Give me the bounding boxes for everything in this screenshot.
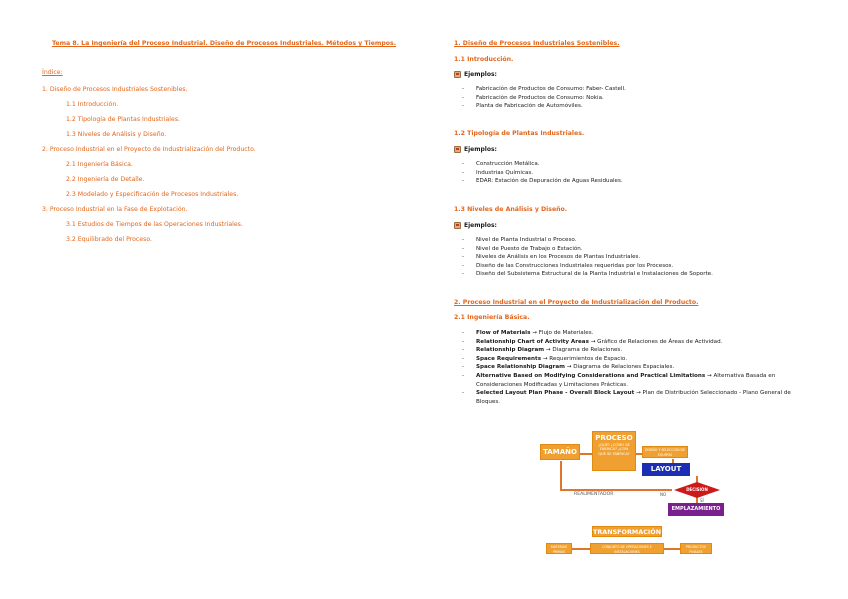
toc-item[interactable]: 2.2 Ingeniería de Detalle. — [66, 176, 145, 183]
realimentador-label: REALIMENTADOR — [574, 492, 614, 497]
examples-list-1-3 — [462, 236, 713, 279]
book-icon — [454, 71, 461, 78]
examples-text: Ejemplos: — [464, 71, 497, 78]
decision-label: DECISIÓN — [686, 487, 708, 492]
toc-item[interactable]: 2.3 Modelado y Especificación de Procesos Industriales. — [66, 191, 239, 198]
basic-engineering-list — [462, 329, 814, 406]
document-title: Tema 8. La Ingeniería del Proceso Industrial. Diseño de Procesos Industriales. Métodos y Tiempos. — [52, 40, 397, 47]
side-note-box: DISEÑO Y SELECCIÓN DE EQUIPOS — [642, 446, 688, 458]
list-item: - Selected Layout Plan Phase - Overall Block Layout → Plan de Distribución Seleccionado - Plano General de Bloques. — [462, 389, 814, 406]
section-1-title: 1. Diseño de Procesos Industriales Sostenibles. — [454, 40, 620, 47]
book-icon — [454, 146, 461, 153]
examples-list-1-2 — [462, 160, 623, 186]
book-icon — [454, 222, 461, 229]
examples-text: Ejemplos: — [464, 222, 497, 229]
examples-text: Ejemplos: — [464, 146, 497, 153]
toc-item[interactable]: 1.2 Tipología de Plantas Industriales. — [66, 116, 181, 123]
toc-item[interactable]: 2. Proceso Industrial en el Proyecto de Industrialización del Producto. — [42, 146, 256, 153]
section-1-2-title: 1.2 Tipología de Plantas Industriales. — [454, 130, 585, 137]
list-item: - Space Relationship Diagram → Diagrama de Relaciones Espaciales. — [462, 363, 814, 372]
productos-box: PRODUCTOS FINALES — [680, 543, 712, 554]
list-item: - EDAR: Estación de Depuración de Aguas Residuales. — [462, 177, 623, 186]
emplazamiento-box: EMPLAZAMIENTO — [668, 503, 724, 516]
proceso-sub: ¿QUÉ? ¿CÓMO SE FABRICA? ¿CON QUÉ SE FABRICA? — [598, 443, 630, 456]
layout-box: LAYOUT — [642, 463, 690, 476]
list-item: - Relationship Chart of Activity Areas → Gráfico de Relaciones de Áreas de Actividad. — [462, 338, 814, 347]
si-label: SÍ — [700, 498, 704, 503]
list-item: - Diseño del Subsistema Estructural de la Planta Industrial e Instalaciones de Soporte. — [462, 270, 713, 279]
materias-box: MATERIAS PRIMAS — [546, 543, 572, 554]
proceso-box — [592, 431, 636, 471]
toc-item[interactable]: 2.1 Ingeniería Básica. — [66, 161, 133, 168]
list-item: - Diseño de las Construcciones Industriales requeridas por los Procesos. — [462, 262, 713, 271]
list-item: - Alternative Based on Modifying Considerations and Practical Limitations → Alternativa Basada en Consideraciones Modificadas y Limitaciones Prácticas. — [462, 372, 814, 389]
list-item: - Construcción Metálica. — [462, 160, 623, 169]
transformacion-box: TRANSFORMACIÓN — [593, 528, 662, 536]
examples-label — [454, 222, 497, 229]
connector — [560, 489, 672, 491]
section-1-1-title: 1.1 Introducción. — [454, 56, 514, 63]
toc-item[interactable]: 1.1 Introducción. — [66, 101, 119, 108]
list-item: - Fabricación de Productos de Consumo: Faber- Castell. — [462, 85, 626, 94]
toc-item[interactable]: 3.2 Equilibrado del Proceso. — [66, 236, 152, 243]
index-label: Índice: — [42, 69, 63, 76]
conjunto-box: CONJUNTO DE OPERACIONES E INSTALACIONES — [590, 543, 664, 554]
toc-item[interactable]: 1.3 Niveles de Análisis y Diseño. — [66, 131, 167, 138]
no-label: NO — [660, 492, 667, 497]
list-item: - Nivel de Puesto de Trabajo o Estación. — [462, 245, 713, 254]
toc-item[interactable]: 3. Proceso Industrial en la Fase de Explotación. — [42, 206, 188, 213]
connector — [560, 461, 562, 489]
examples-label — [454, 146, 497, 153]
list-item: - Flow of Materials → Flujo de Materiales. — [462, 329, 814, 338]
proceso-label: PROCESO — [595, 434, 633, 442]
connector — [664, 548, 680, 550]
examples-list-1-1 — [462, 85, 626, 111]
list-item: - Nivel de Planta Industrial o Proceso. — [462, 236, 713, 245]
list-item: - Planta de Fabricación de Automóviles. — [462, 102, 626, 111]
list-item: - Niveles de Análisis en los Procesos de Plantas Industriales. — [462, 253, 713, 262]
examples-label — [454, 71, 497, 78]
connector — [572, 548, 590, 550]
toc-item[interactable]: 3.1 Estudios de Tiempos de las Operaciones Industriales. — [66, 221, 243, 228]
list-item: - Relationship Diagram → Diagrama de Relaciones. — [462, 346, 814, 355]
list-item: - Industrias Químicas. — [462, 169, 623, 178]
list-item: - Fabricación de Productos de Consumo: Nokia. — [462, 94, 626, 103]
tamano-box: TAMAÑO — [540, 444, 580, 460]
section-2-1-title: 2.1 Ingeniería Básica. — [454, 314, 530, 321]
section-2-title: 2. Proceso Industrial en el Proyecto de Industrialización del Producto. — [454, 299, 699, 306]
right-page — [424, 0, 848, 599]
toc-item[interactable]: 1. Diseño de Procesos Industriales Sostenibles. — [42, 86, 188, 93]
list-item: - Space Requirements → Requerimientos de Espacio. — [462, 355, 814, 364]
section-1-3-title: 1.3 Niveles de Análisis y Diseño. — [454, 206, 568, 213]
